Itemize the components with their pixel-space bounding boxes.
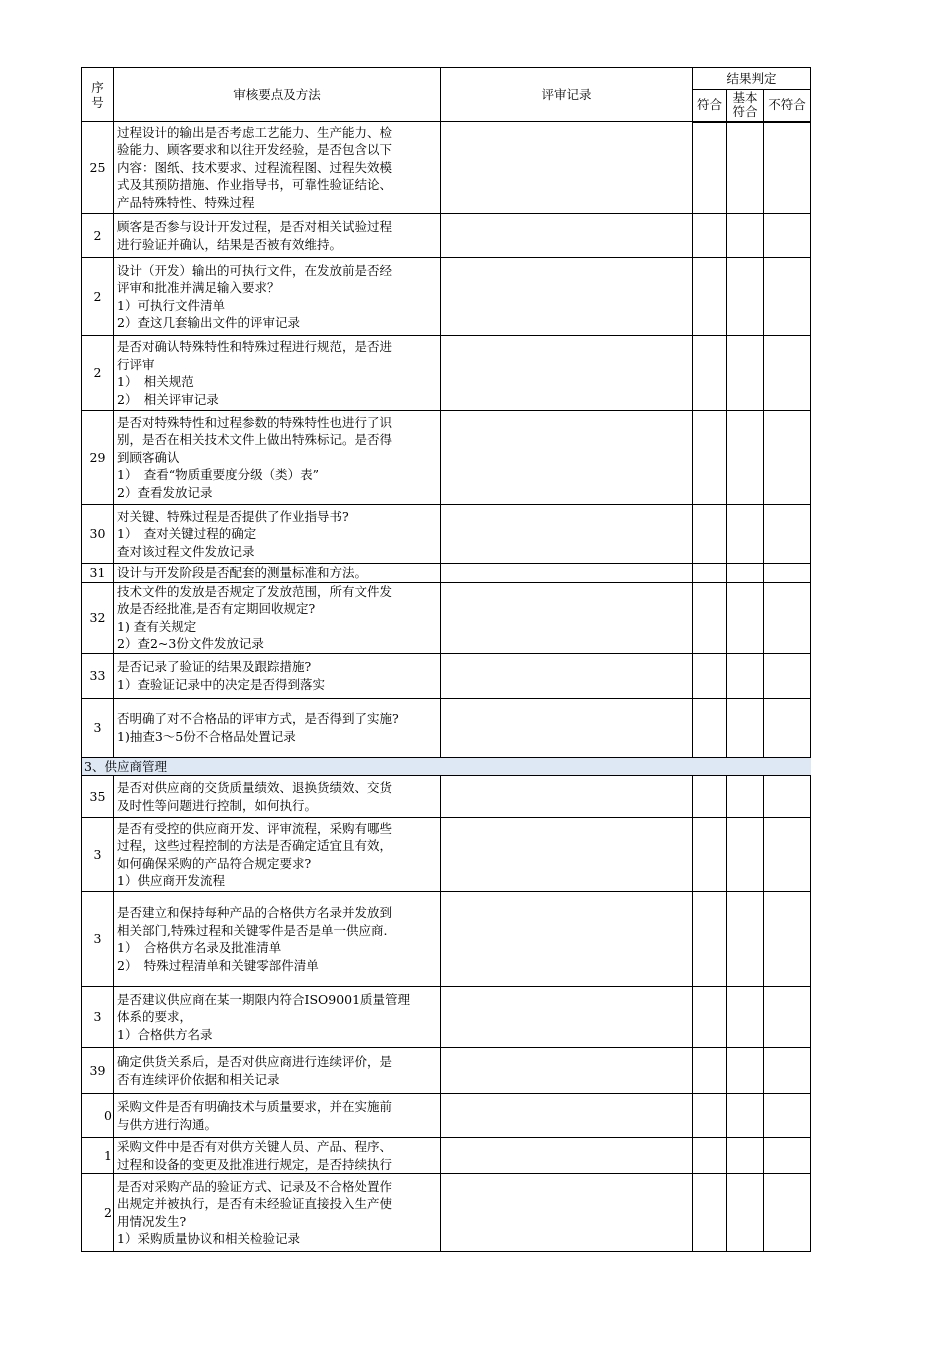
nonconform-cell[interactable] (764, 698, 811, 757)
conform-cell[interactable] (693, 336, 727, 411)
review-record-cell[interactable] (441, 411, 693, 505)
row-points: 是否记录了验证的结果及跟踪措施? 1）查验证记录中的决定是否得到落实 (114, 653, 441, 698)
row-points: 是否对特殊特性和过程参数的特殊特性也进行了识 别，是否在相关技术文件上做出特殊标记。是否得 到顾客确认 1） 查看“物质重要度分级（类）表” 2）查看发放记录 (114, 411, 441, 505)
nonconform-cell[interactable] (764, 336, 811, 411)
row-points: 技术文件的发放是否规定了发放范围，所有文件发 放是否经批准,是否有定期回收规定? 1) 查有关规定 2）查2~3份文件发放记录 (114, 582, 441, 653)
nonconform-cell[interactable] (764, 564, 811, 583)
nonconform-cell[interactable] (764, 582, 811, 653)
row-number: 2 (82, 1174, 114, 1252)
header-judgement: 结果判定 (693, 68, 811, 90)
nonconform-cell[interactable] (764, 214, 811, 258)
basic-conform-cell[interactable] (727, 698, 764, 757)
nonconform-cell[interactable] (764, 818, 811, 892)
row-points: 采购文件是否有明确技术与质量要求，并在实施前 与供方进行沟通。 (114, 1094, 441, 1138)
review-record-cell[interactable] (441, 1094, 693, 1138)
row-number: 2 (82, 258, 114, 336)
basic-conform-cell[interactable] (727, 776, 764, 818)
review-record-cell[interactable] (441, 336, 693, 411)
conform-cell[interactable] (693, 892, 727, 987)
basic-conform-cell[interactable] (727, 653, 764, 698)
review-record-cell[interactable] (441, 653, 693, 698)
nonconform-cell[interactable] (764, 122, 811, 214)
conform-cell[interactable] (693, 258, 727, 336)
review-record-cell[interactable] (441, 776, 693, 818)
row-number: 35 (82, 776, 114, 818)
table-row (82, 1174, 811, 1252)
header-record: 评审记录 (441, 68, 693, 122)
row-points: 设计与开发阶段是否配套的测量标准和方法。 (114, 564, 441, 583)
row-points: 否明确了对不合格品的评审方式，是否得到了实施? 1)抽查3～5份不合格品处置记录 (114, 698, 441, 757)
basic-conform-cell[interactable] (727, 564, 764, 583)
row-number: 3 (82, 892, 114, 987)
conform-cell[interactable] (693, 1138, 727, 1174)
conform-cell[interactable] (693, 987, 727, 1048)
section-title: 3、供应商管理 (82, 757, 811, 776)
basic-conform-cell[interactable] (727, 505, 764, 564)
conform-cell[interactable] (693, 122, 727, 214)
header-row-top (82, 68, 811, 90)
nonconform-cell[interactable] (764, 258, 811, 336)
review-record-cell[interactable] (441, 1048, 693, 1094)
conform-cell[interactable] (693, 818, 727, 892)
row-points: 采购文件中是否有对供方关键人员、产品、程序、 过程和设备的变更及批准进行规定，是否持续执行 (114, 1138, 441, 1174)
nonconform-cell[interactable] (764, 892, 811, 987)
row-points: 顾客是否参与设计开发过程，是否对相关试验过程 进行验证并确认，结果是否被有效维持。 (114, 214, 441, 258)
row-number: 31 (82, 564, 114, 583)
conform-cell[interactable] (693, 653, 727, 698)
table-row (82, 653, 811, 698)
row-number: 30 (82, 505, 114, 564)
row-points: 是否建立和保持每种产品的合格供方名录并发放到 相关部门,特殊过程和关键零件是否是单一供应商. 1） 合格供方名录及批准清单 2） 特殊过程清单和关键零部件清单 (114, 892, 441, 987)
table-row (82, 1094, 811, 1138)
basic-conform-cell[interactable] (727, 1048, 764, 1094)
audit-checklist-table (81, 67, 811, 1252)
conform-cell[interactable] (693, 1048, 727, 1094)
row-number: 0 (82, 1094, 114, 1138)
conform-cell[interactable] (693, 698, 727, 757)
nonconform-cell[interactable] (764, 776, 811, 818)
table-row (82, 776, 811, 818)
conform-cell[interactable] (693, 776, 727, 818)
table-row (82, 1048, 811, 1094)
table-row (82, 698, 811, 757)
basic-conform-cell[interactable] (727, 987, 764, 1048)
nonconform-cell[interactable] (764, 653, 811, 698)
table-row (82, 892, 811, 987)
row-points: 设计（开发）输出的可执行文件，在发放前是否经 评审和批准并满足输入要求？ 1）可执行文件清单 2）查这几套输出文件的评审记录 (114, 258, 441, 336)
row-number: 3 (82, 698, 114, 757)
basic-conform-cell[interactable] (727, 258, 764, 336)
table-row (82, 564, 811, 583)
review-record-cell[interactable] (441, 258, 693, 336)
basic-conform-cell[interactable] (727, 1174, 764, 1252)
row-number: 2 (82, 214, 114, 258)
row-points: 对关键、特殊过程是否提供了作业指导书? 1） 查对关键过程的确定 查对该过程文件发放记录 (114, 505, 441, 564)
row-number: 32 (82, 582, 114, 653)
review-record-cell[interactable] (441, 1138, 693, 1174)
review-record-cell[interactable] (441, 892, 693, 987)
nonconform-cell[interactable] (764, 1174, 811, 1252)
row-points: 是否对确认特殊特性和特殊过程进行规范，是否进 行评审 1） 相关规范 2） 相关评审记录 (114, 336, 441, 411)
header-no: 序 号 (82, 68, 114, 122)
section-row (82, 757, 811, 776)
basic-conform-cell[interactable] (727, 1138, 764, 1174)
header-nonconform: 不符合 (764, 90, 811, 122)
row-points: 是否有受控的供应商开发、评审流程，采购有哪些 过程，这些过程控制的方法是否确定适宜且有效， 如何确保采购的产品符合规定要求? 1）供应商开发流程 (114, 818, 441, 892)
review-record-cell[interactable] (441, 122, 693, 214)
table-row (82, 582, 811, 653)
table-row (82, 818, 811, 892)
row-number: 33 (82, 653, 114, 698)
row-number: 29 (82, 411, 114, 505)
review-record-cell[interactable] (441, 818, 693, 892)
review-record-cell[interactable] (441, 505, 693, 564)
row-number: 3 (82, 818, 114, 892)
table-row (82, 411, 811, 505)
row-points: 过程设计的输出是否考虑工艺能力、生产能力、检 验能力、顾客要求和以往开发经验，是否包含以下 内容：图纸、技术要求、过程流程图、过程失效模 式及其预防措施、作业指导书，可靠性验证结论、 产品特殊特性、特殊过程 (114, 122, 441, 214)
row-number: 1 (82, 1138, 114, 1174)
basic-conform-cell[interactable] (727, 336, 764, 411)
row-number: 25 (82, 122, 114, 214)
conform-cell[interactable] (693, 505, 727, 564)
conform-cell[interactable] (693, 564, 727, 583)
row-points: 是否对采购产品的验证方式、记录及不合格处置作 出规定并被执行，是否有未经验证直接投入生产使 用情况发生? 1）采购质量协议和相关检验记录 (114, 1174, 441, 1252)
header-points: 审核要点及方法 (114, 68, 441, 122)
review-record-cell[interactable] (441, 214, 693, 258)
review-record-cell[interactable] (441, 582, 693, 653)
table-row (82, 336, 811, 411)
basic-conform-cell[interactable] (727, 582, 764, 653)
nonconform-cell[interactable] (764, 987, 811, 1048)
conform-cell[interactable] (693, 1094, 727, 1138)
review-record-cell[interactable] (441, 564, 693, 583)
nonconform-cell[interactable] (764, 1138, 811, 1174)
conform-cell[interactable] (693, 214, 727, 258)
basic-conform-cell[interactable] (727, 411, 764, 505)
basic-conform-cell[interactable] (727, 214, 764, 258)
review-record-cell[interactable] (441, 698, 693, 757)
nonconform-cell[interactable] (764, 1094, 811, 1138)
conform-cell[interactable] (693, 411, 727, 505)
basic-conform-cell[interactable] (727, 892, 764, 987)
conform-cell[interactable] (693, 1174, 727, 1252)
basic-conform-cell[interactable] (727, 1094, 764, 1138)
nonconform-cell[interactable] (764, 411, 811, 505)
nonconform-cell[interactable] (764, 1048, 811, 1094)
basic-conform-cell[interactable] (727, 122, 764, 214)
table-row (82, 1138, 811, 1174)
row-number: 3 (82, 987, 114, 1048)
header-basic-conform: 基本 符合 (727, 90, 764, 122)
row-number: 2 (82, 336, 114, 411)
table-row (82, 214, 811, 258)
basic-conform-cell[interactable] (727, 818, 764, 892)
row-points: 是否建议供应商在某一期限内符合ISO9001质量管理 体系的要求， 1）合格供方名录 (114, 987, 441, 1048)
row-points: 确定供货关系后，是否对供应商进行连续评价，是 否有连续评价依据和相关记录 (114, 1048, 441, 1094)
review-record-cell[interactable] (441, 1174, 693, 1252)
review-record-cell[interactable] (441, 987, 693, 1048)
table-row (82, 122, 811, 214)
table-row (82, 505, 811, 564)
nonconform-cell[interactable] (764, 505, 811, 564)
table-row (82, 258, 811, 336)
row-number: 39 (82, 1048, 114, 1094)
conform-cell[interactable] (693, 582, 727, 653)
row-points: 是否对供应商的交货质量绩效、退换货绩效、交货 及时性等问题进行控制，如何执行。 (114, 776, 441, 818)
table-row (82, 987, 811, 1048)
header-conform: 符合 (693, 90, 727, 122)
